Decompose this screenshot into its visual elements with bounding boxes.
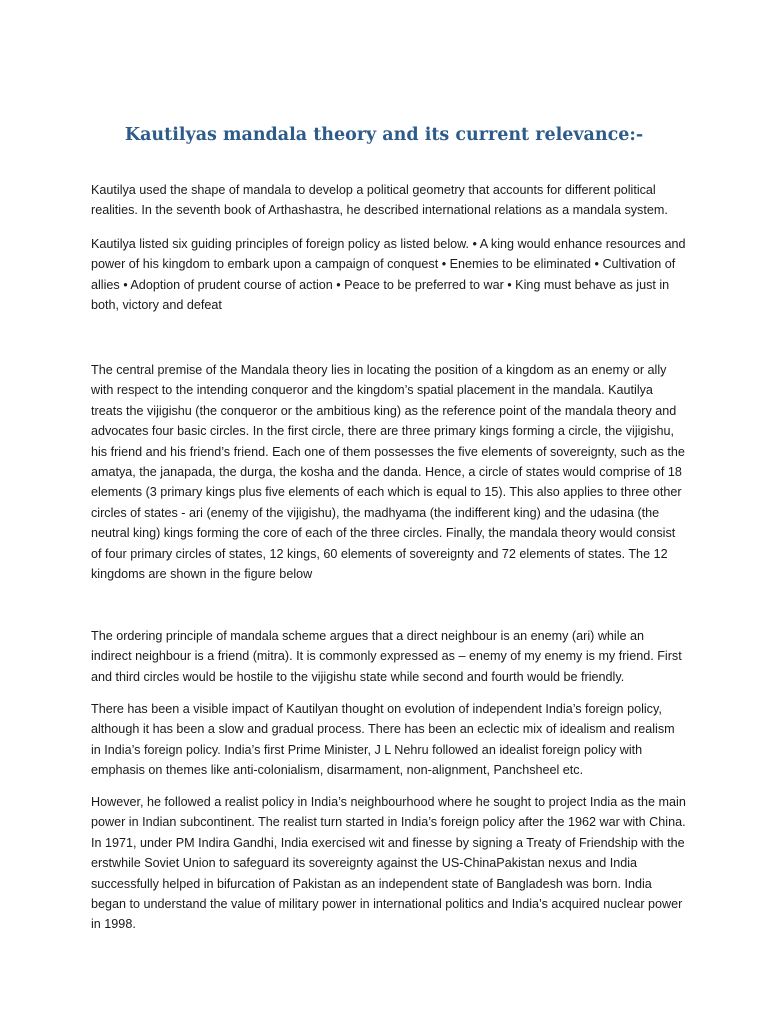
paragraph-realist-policy: However, he followed a realist policy in India’s neighbourhood where he sought to project India as the main power in Indian subcontinent. The realist turn started in India’s foreign policy after the 1962 war with China. In 1971, under PM Indira Gandhi, India exercised wit and finesse by signing a Treaty of Friendship with the erstwhile Soviet Union to safeguard its sovereignty against the US-ChinaPakistan nexus and India successfully helped in bifurcation of Pakistan as an independent state of Bangladesh was born. India began to understand the value of military power in international politics and India’s acquired nuclear power in 1998. <box>91 795 686 932</box>
paragraph-guiding-principles: Kautilya listed six guiding principles of foreign policy as listed below. • A king would enhance resources and power of his kingdom to embark upon a campaign of conquest • Enemies to be eliminated • Cultivation of allies • Adoption of prudent course of action • Peace to be preferred to war • King must behave as just in both, victory and defeat <box>91 237 686 313</box>
paragraph-central-premise: The central premise of the Mandala theory lies in locating the position of a kingdom as an enemy or ally with respect to the intending conqueror and the kingdom’s spatial placement in the mandala. Kautilya treats the vijigishu (the conqueror or the ambitious king) as the reference point of the mandala theory and advocates four basic circles. In the first circle, there are three primary kings forming a circle, the vijigishu, his friend and his friend’s friend. Each one of them possesses the five elements of sovereignty, such as the amatya, the janapada, the durga, the kosha and the danda. Hence, a circle of states would comprise of 18 elements (3 primary kings plus five elements of each which is equal to 15). This also applies to three other circles of states - ari (enemy of the vijigishu), the madhyama (the indifferent king) and the udasina (the neutral king) kings forming the core of each of the three circles. Finally, the mandala theory would consist of four primary circles of states, 12 kings, 60 elements of sovereignty and 72 elements of states. The 12 kingdoms are shown in the figure below <box>91 363 685 582</box>
paragraph-mandala-intro: Kautilya used the shape of mandala to develop a political geometry that accounts for different political realities. In the seventh book of Arthashastra, he described international relations as a mandala system. <box>91 183 668 218</box>
document-title: Kautilyas mandala theory and its current relevance:- <box>124 125 644 145</box>
paragraph-kautilyan-impact: There has been a visible impact of Kautilyan thought on evolution of independent India’s foreign policy, although it has been a slow and gradual process. There has been an eclectic mix of idealism and realism in India’s foreign policy. India’s first Prime Minister, J L Nehru followed an idealist foreign policy with emphasis on themes like anti-colonialism, disarmament, non-alignment, Panchsheel etc. <box>91 702 675 778</box>
paragraph-ordering-principle: The ordering principle of mandala scheme argues that a direct neighbour is an enemy (ari) while an indirect neighbour is a friend (mitra). It is commonly expressed as – enemy of my enemy is my friend. First and third circles would be hostile to the vijigishu state while second and fourth would be friendly. <box>91 629 682 684</box>
